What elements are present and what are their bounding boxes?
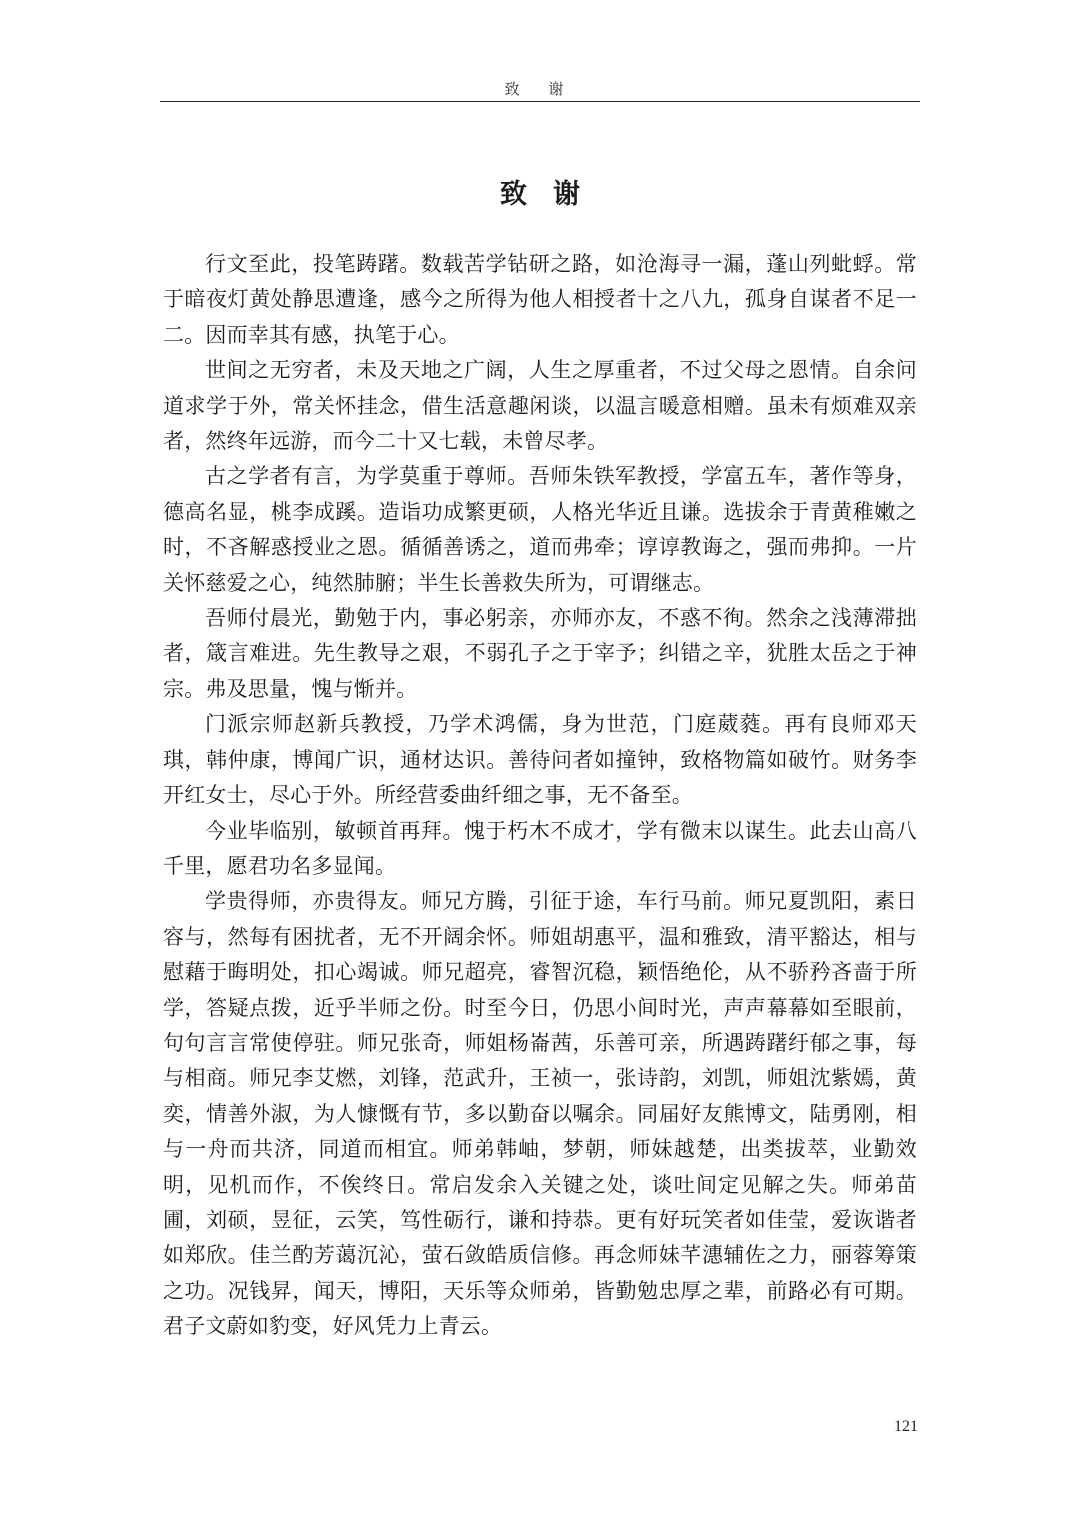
paragraph-7: 学贵得师，亦贵得友。师兄方腾，引征于途，车行马前。师兄夏凯阳，素日容与，然每有困扰者，无不开阔余怀。师姐胡惠平，温和雅致，清平豁达，相与慰藉于晦明处，扣心竭诚。师兄超亮，睿智沉稳，颖悟绝伦，从不骄矜吝啬于所学，答疑点拨，近乎半师之份。时至今日，仍思小间时光，声声幕幕如至眼前，句句言言常使停驻。师兄张奇，师姐杨崙茜，乐善可亲，所遇踌躇纡郁之事，每与相商。师兄李艾燃，刘锋，范武升，王祯一，张诗韵，刘凯，师姐沈紫嫣，黄奕，情善外淑，为人慷慨有节，多以勤奋以嘱余。同届好友熊博文，陆勇刚，相与一舟而共济，同道而相宜。师弟韩岫，梦朝，师妹越楚，出类拔萃，业勤效明，见机而作，不俟终日。常启发余入关键之处，谈吐间定见解之失。师弟苗圃，刘硕，昱征，云笑，笃性砺行，谦和持恭。更有好玩笑者如佳莹，爱诙谐者如郑欣。佳兰酌芳蔼沉沁，萤石敛皓质信修。再念师妹芊潓辅佐之力，丽蓉筹策之功。况钱昇，闻天，博阳，天乐等众师弟，皆勤勉忠厚之辈，前路必有可期。君子文蔚如豹变，好风凭力上青云。: [163, 889, 917, 1339]
acknowledgements-body: [163, 247, 917, 1345]
paragraph-1: 行文至此，投笔踌躇。数载苦学钻研之路，如沧海寻一漏，蓬山列蚍蜉。常于暗夜灯黄处静思遭逢，感今之所得为他人相授者十之八九，孤身自谋者不足一二。因而幸其有感，执笔于心。: [163, 252, 917, 347]
paragraph-5: 门派宗师赵新兵教授，乃学术鸿儒，身为世范，门庭葳蕤。再有良师邓天琪，韩仲康，博闻广识，通材达识。善待问者如撞钟，致格物篇如破竹。财务李开红女士，尽心于外。所经营委曲纤细之事，无不备至。: [163, 712, 917, 808]
page-number: 121: [894, 1418, 918, 1435]
paragraph-2: 世间之无穷者，未及天地之广阔，人生之厚重者，不过父母之恩情。自余问道求学于外，常关怀挂念，借生活意趣闲谈，以温言暖意相赠。虽未有烦难双亲者，然终年远游，而今二十又七载，未曾尽孝。: [163, 358, 917, 454]
paragraph-4: 吾师付晨光，勤勉于内，事必躬亲，亦师亦友，不惑不徇。然余之浅薄滞拙者，箴言难进。先生教导之艰，不弱孔子之于宰予；纠错之辛，犹胜太岳之于神宗。弗及思量，愧与惭并。: [163, 606, 917, 701]
page-title: 致谢: [500, 179, 606, 210]
running-header: 致 谢: [504, 80, 576, 98]
paragraph-3: 古之学者有言，为学莫重于尊师。吾师朱铁军教授，学富五车，著作等身，德高名显，桃李成蹊。造诣功成繁更硕，人格光华近且谦。选拔余于青黄稚嫩之时，不吝解惑授业之恩。循循善诱之，道而弗牵；谆谆教诲之，强而弗抑。一片关怀慈爱之心，纯然肺腑；半生长善救失所为，可谓继志。: [163, 464, 917, 595]
header-divider: [160, 101, 920, 102]
paragraph-6: 今业毕临别，敏顿首再拜。愧于朽木不成才，学有微末以谋生。此去山高八千里，愿君功名多显闻。: [163, 818, 917, 878]
